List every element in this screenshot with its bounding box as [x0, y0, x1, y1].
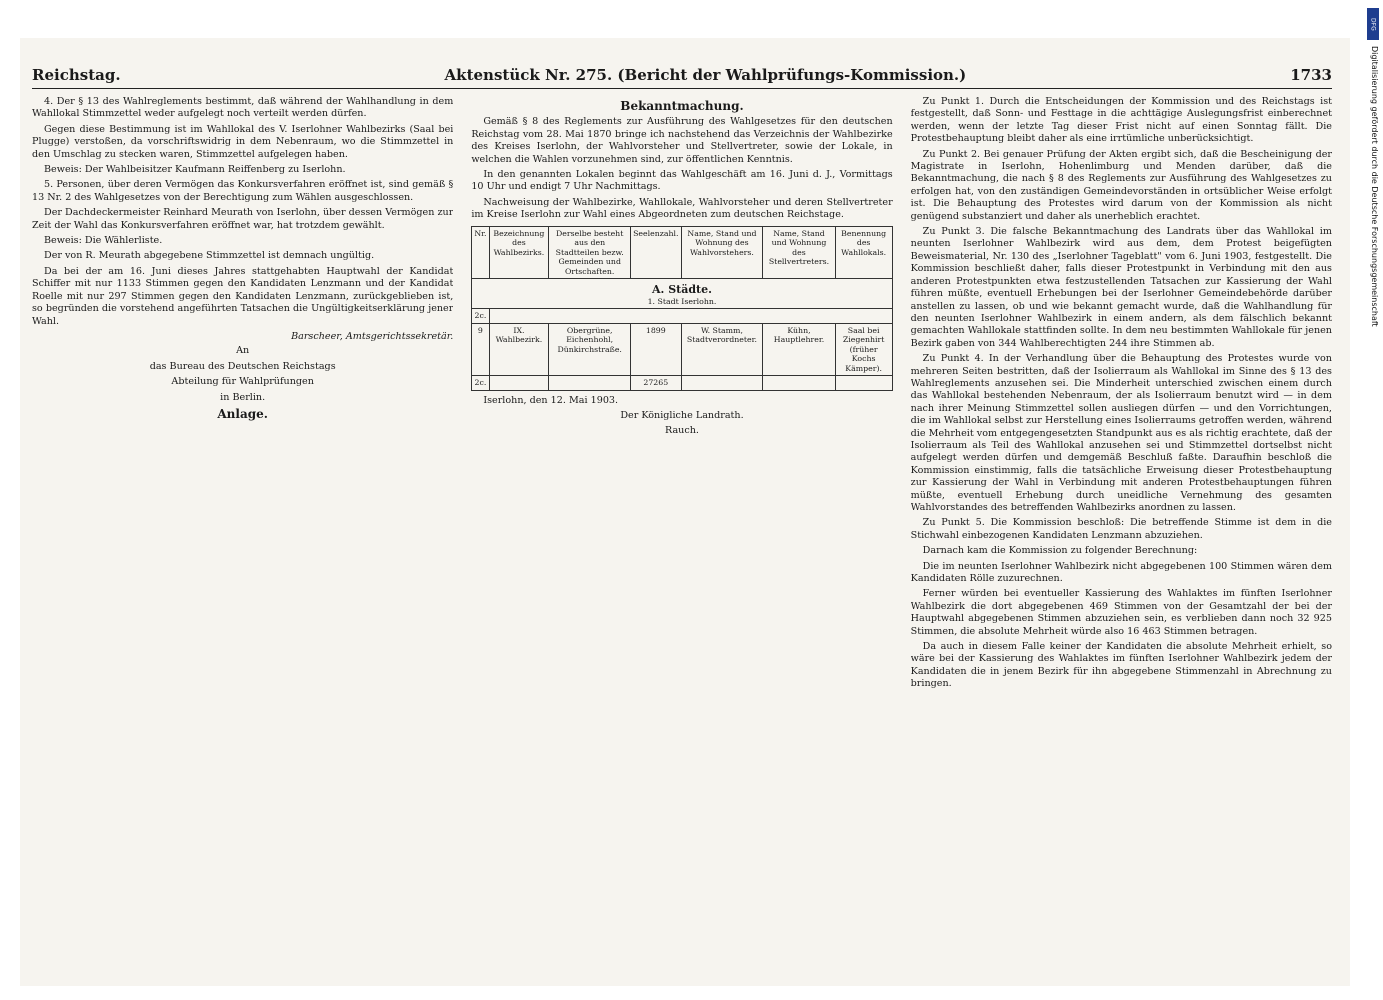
- header-title: Aktenstück Nr. 275. (Bericht der Wahlprüfungs-Kommission.): [444, 66, 967, 84]
- paragraph: Der von R. Meurath abgegebene Stimmzettel ist demnach ungültig.: [44, 250, 375, 262]
- table-header-cell: Name, Stand und Wohnung des Wahlvorstehers.: [681, 226, 763, 279]
- address-line: in Berlin.: [220, 391, 266, 403]
- bekanntmachung-title: Bekanntmachung.: [620, 99, 744, 113]
- paragraph: Zu Punkt 4. In der Verhandlung über die Behauptung des Protestes wurde von mehreren Seiten bestritten, daß der Isolierraum als Wahllokal im Sinne des § 13 des Wahlreglements anzusehen sei. Die Minderheit unterschied zwischen einem durch das Wahllokal bestehenden Nebenraum, der als Isolierraum benutzt wird — in dem nach ihrer Meinung Stimmzettel sollen ausliegen dürfen — und den Vorrichtungen, die im Wahllokal selbst zur Herstellung eines Isolierraums getroffen werden, während die Mehrheit vom entgegengesetzten Standpunkt aus es als richtig erachtete, daß der Isolierraum als Teil des Wahllokal anzusehen sei und Stimmzettel dortselbst nicht aufgelegt werden dürfen und demgemäß Beschluß faßte. Daraufhin beschloß die Kommission einstimmig, falls die tatsächliche Erweisung dieser Protestbehauptung zur Kassierung der Wahl in Verbindung mit anderen Protestbehauptungen führen müßte, eventuell Erhebung durch uneidliche Vernehmung des gesamten Wahlvorstandes des betreffenden Wahlbezirks anordnen zu lassen.: [910, 353, 1332, 513]
- paragraph: Zu Punkt 1. Durch die Entscheidungen der Kommission und des Reichstags ist festgestellt, daß Sonn- und Festtage in die achttägige Auslegungsfrist einberechnet werden, wenn der letzte Tag dieser Frist nicht auf einen Sonntag fällt. Die Protestbehauptung bleibt daher als eine irrtümliche unberücksichtigt.: [910, 96, 1332, 145]
- paragraph: Ferner würden bei eventueller Kassierung des Wahlaktes im fünften Iserlohner Wahlbezirk die dort abgegebenen 469 Stimmen von der Gesamtzahl der bei der Hauptwahl abgegebenen Stimmen abzuziehen sein, es verblieben dann noch 32 925 Stimmen, die absolute Mehrheit würde also 16 463 Stimmen betragen.: [910, 588, 1332, 637]
- column-middle: [471, 96, 892, 966]
- paragraph: Zu Punkt 2. Bei genauer Prüfung der Akten ergibt sich, daß die Bescheinigung der Magistrate in Iserlohn, Hohenlimburg und Menden darüber, daß die Bekanntmachung, die nach § 8 des Reglements zur Ausführung des Wahlgesetzes zu erfolgen hat, von den zuständigen Gemeindevorständen in ortsüblicher Weise erfolgt ist. Die Behauptung des Protestes wird darum von der Kommission als nicht genügend substanziert und daher als unerheblich erachtet.: [910, 148, 1332, 222]
- paragraph: 5. Personen, über deren Vermögen das Konkursverfahren eröffnet ist, sind gemäß § 13 Nr. 2 des Wahlgesetzes von der Berechtigung zum Wählen ausgeschlossen.: [32, 179, 454, 203]
- table-row: [472, 323, 892, 376]
- document-page: [32, 62, 1332, 972]
- digitization-credit: Digitalisierung gefördert durch die Deutsche Forschungsgemeinschaft: [1370, 46, 1379, 327]
- section-a-label: A. Städte.: [652, 283, 712, 297]
- text-columns: [32, 96, 1332, 966]
- paragraph: Da auch in diesem Falle keiner der Kandidaten die absolute Mehrheit erhielt, so wäre bei der Kassierung des Wahlaktes im fünften Iserlohner Wahlbezirk jedem der Kandidaten die in jenem Bezirk für ihn abgegebene Stimmenzahl in Abrechnung zu bringen.: [910, 641, 1332, 690]
- table-cell: 9: [472, 323, 489, 376]
- page-number: 1733: [1290, 66, 1332, 84]
- paragraph: 4. Der § 13 des Wahlreglements bestimmt, daß während der Wahlhandlung in dem Wahllokal Stimmzettel weder aufgelegt noch verteilt werden dürfen.: [32, 96, 454, 120]
- table-section-row: [472, 279, 892, 309]
- paragraph: Da bei der am 16. Juni dieses Jahres stattgehabten Hauptwahl der Kandidat Schiffer mit nur 1133 Stimmen gegen den Kandidaten Lenzmann und der Kandidat Roelle mit nur 297 Stimmen gegen den Kandidaten Lenzmann, zurückgeblieben ist, so begründen die vorstehend angeführten Tatsachen die Ungültigkeitserklärung jener Wahl.: [32, 265, 454, 327]
- office-title: Der Königliche Landrath.: [620, 410, 744, 422]
- paragraph: Zu Punkt 5. Die Kommission beschloß: Die betreffende Stimme ist dem in die Stichwahl einbezogenen Kandidaten Lenzmann abzuziehen.: [910, 517, 1332, 541]
- paragraph: Zu Punkt 3. Die falsche Bekanntmachung des Landrats über das Wahllokal im neunten Iserlohner Wahlbezirk wird aus dem, dem Protest beigefügten Beweismaterial, Nr. 130 des „Iserlohner Tageblatt" vom 6. Juni 1903, festgestellt. Die Kommission beschließt daher, falls dieser Protestpunkt in Verbindung mit den aus anderen Protestpunkten etwa festzustellenden Tatsachen zur Kassierung der Wahl führen müßte, eventuell Erhebungen bei der Iserlohner Gemeindebehörde darüber anstellen zu lassen, ob und wie bekannt gemacht wurde, daß die Wahlhandlung für den neunten Iserlohner Wahlbezirk in einem andern, als dem fälschlich bekannt gemachten Wahllokale stattfinden sollte. In dem neu bestimmten Wahllokale für jenen Bezirk gaben von 344 Wahlberechtigten 244 ihre Stimmen ab.: [910, 226, 1332, 349]
- table-header-cell: Benennung des Wahllokals.: [835, 226, 892, 279]
- wahlbezirke-table: [471, 226, 892, 391]
- paragraph: Gegen diese Bestimmung ist im Wahllokal des V. Iserlohner Wahlbezirks (Saal bei Plugge) verstoßen, da vorschriftswidrig in dem Nebenraum, wo die Stimmzettel in den Umschlag zu stecken waren, Stimmzettel aufgelegen haben.: [32, 123, 454, 160]
- address-line: An: [236, 345, 250, 357]
- table-cell: Saal bei Ziegenhirt (früher Kochs Kämper).: [835, 323, 892, 376]
- table-cell: 2c.: [472, 376, 489, 391]
- paragraph: Nachweisung der Wahlbezirke, Wahllokale, Wahlvorsteher und deren Stellvertreter im Kreise Iserlohn zur Wahl eines Abgeordneten zum deutschen Reichstage.: [471, 196, 893, 221]
- table-cell: 1899: [631, 323, 681, 376]
- official-name: Rauch.: [665, 425, 699, 437]
- dfg-logo: DFG: [1367, 8, 1379, 40]
- signature: Barscheer, Amtsgerichtssekretär.: [291, 330, 454, 342]
- table-cell: Obergrüne, Eichenhohl, Dünkirchstraße.: [549, 323, 631, 376]
- address-line: das Bureau des Deutschen Reichstags: [149, 360, 336, 372]
- paragraph: Beweis: Der Wahlbeisitzer Kaufmann Reiffenberg zu Iserlohn.: [44, 164, 346, 176]
- table-cell: Kühn, Hauptlehrer.: [763, 323, 835, 376]
- table-header-cell: Nr.: [472, 226, 489, 279]
- page-header: [32, 62, 1332, 89]
- table-header-cell: Name, Stand und Wohnung des Stellvertreters.: [763, 226, 835, 279]
- table-cell: 2c.: [472, 309, 489, 324]
- paragraph: In den genannten Lokalen beginnt das Wahlgeschäft am 16. Juni d. J., Vormittags 10 Uhr und endigt 7 Uhr Nachmittags.: [471, 169, 893, 193]
- column-left: [32, 96, 453, 966]
- table-cell: IX. Wahlbezirk.: [489, 323, 549, 376]
- table-header-row: [472, 226, 892, 279]
- table-row: [472, 376, 892, 391]
- paragraph: Gemäß § 8 des Reglements zur Ausführung des Wahlgesetzes für den deutschen Reichstag vom 28. Mai 1870 bringe ich nachstehend das Verzeichnis der Wahlbezirke des Kreises Iserlohn, der Wahlvorsteher und Stellvertreter, sowie der Lokale, in welchen die Wahlen vorzunehmen sind, zur öffentlichen Kenntnis.: [471, 116, 893, 165]
- paragraph: Die im neunten Iserlohner Wahlbezirk nicht abgegebenen 100 Stimmen wären dem Kandidaten Rölle zuzurechnen.: [910, 560, 1332, 585]
- address-line: Abteilung für Wahlprüfungen: [171, 376, 314, 388]
- section-1-label: 1. Stadt Iserlohn.: [647, 296, 717, 306]
- paragraph: Der Dachdeckermeister Reinhard Meurath von Iserlohn, über dessen Vermögen zur Zeit der Wahl das Konkursverfahren eröffnet war, hat trotzdem gewählt.: [32, 207, 454, 231]
- place-date: Iserlohn, den 12. Mai 1903.: [483, 394, 619, 406]
- table-header-cell: Derselbe besteht aus den Stadtteilen bezw. Gemeinden und Ortschaften.: [549, 226, 631, 279]
- anlage-heading: Anlage.: [217, 406, 268, 421]
- table-cell: W. Stamm, Stadtverordneter.: [681, 323, 763, 376]
- table-header-cell: Seelenzahl.: [631, 226, 681, 279]
- table-header-cell: Bezeichnung des Wahlbezirks.: [489, 226, 549, 279]
- paragraph: Beweis: Die Wählerliste.: [44, 235, 163, 247]
- table-row: [472, 309, 892, 324]
- table-total: 27265: [631, 376, 681, 391]
- column-right: [911, 96, 1332, 966]
- paragraph: Darnach kam die Kommission zu folgender Berechnung:: [922, 545, 1198, 557]
- header-left: Reichstag.: [32, 66, 121, 84]
